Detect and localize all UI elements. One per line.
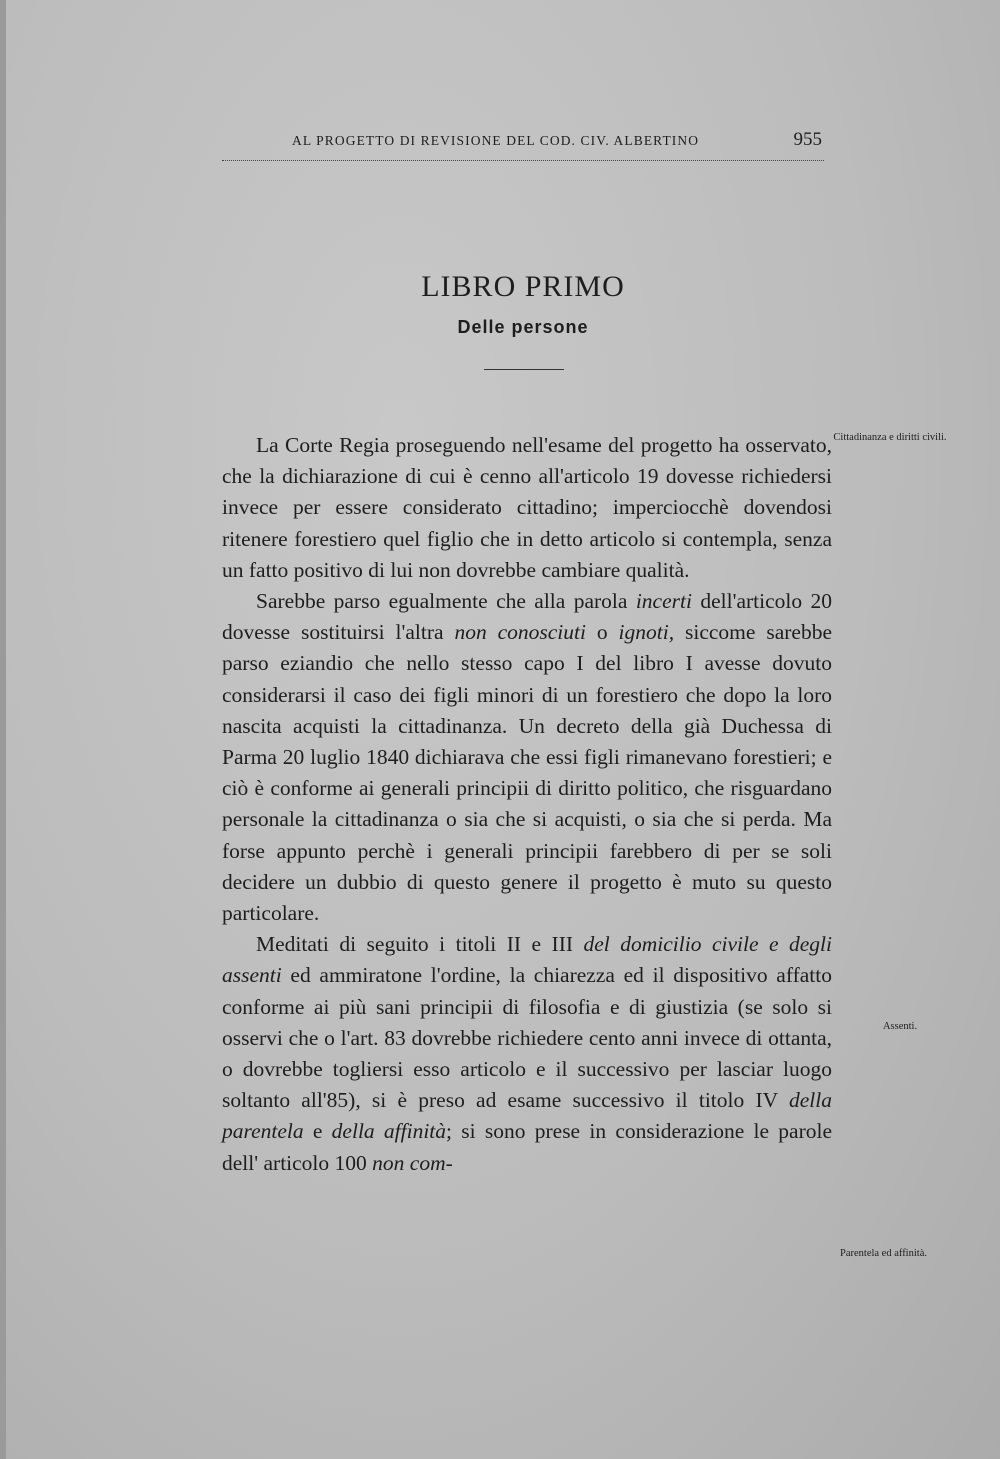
paragraph-3-text: ; si sono prese in considerazione le parole dell' articolo 100 [222,1119,833,1175]
margin-note-cittadinanza: Cittadinanza e diritti civili. [833,432,947,443]
paragraph-2-text: siccome sarebbe parso eziandio che nello stesso capo I del libro I avesse dovuto considerarsi il caso dei figli minori di un forestiero che dopo la loro nascita acquisti la cittadinanza. Un decreto della già Duchessa di Parma 20 luglio 1840 dichiarava che essi figli rimanevano forestieri; e ciò è conforme ai generali principii di diritto politico, che risguardano personale la cittadinanza o sia che si acquisti, o sia che si perda. Ma forse appunto perchè i generali principii farebbero di per se soli decidere un dubbio di questo genere il progetto è muto su questo particolare. [222,620,832,926]
book-subtitle: Delle persone [457,317,589,337]
italic-term: della affinità [331,1119,447,1144]
italic-term: ignoti, [618,620,675,645]
margin-note-parentela: Parentela ed affinità. [840,1248,927,1259]
italic-term: incerti [635,589,692,614]
section-rule [484,369,564,370]
paragraph-3 [222,929,832,1179]
paragraph-1: La Corte Regia proseguendo nell'esame del progetto ha osservato, che la dichiarazione di cui è cenno all'articolo 19 dovesse richiedersi invece per essere considerato cittadino; imperciocchè dovendosi ritenere forestiero quel figlio che in detto articolo si contempla, senza un fatto positivo di lui non dovrebbe cambiare qualità. [222,433,832,582]
page-edge [0,0,6,1459]
page-number: 955 [793,129,822,150]
italic-term: non conosciuti [454,620,586,645]
paragraph-2-text: Sarebbe parso egualmente che alla parola [256,589,636,614]
paragraph-3-text: ed ammiratone l'ordine, la chiarezza ed il dispositivo affatto conforme ai più sani principii di filosofia e di giustizia (se solo si osservi che o l'art. 83 dovrebbe richiedere cento anni invece di ottanta, o dovrebbe togliersi esso articolo e il successivo per lasciar luogo soltanto all'85), si è preso ad esame successivo il titolo IV [222,963,832,1113]
italic-term: del domicilio civile e degli assenti [222,932,833,988]
body-text [222,430,832,1179]
paragraph-3-text: e [303,1119,332,1144]
paragraph-2 [222,586,832,929]
italic-term: non com- [372,1150,453,1175]
running-head [222,128,824,161]
book-title: LIBRO PRIMO [421,270,625,303]
margin-note-assenti: Assenti. [882,1021,918,1032]
paragraph-3-text: Meditati di seguito i titoli II e III [256,932,584,957]
paragraph-2-text: dell'articolo 20 dovesse sostituirsi l'altra [222,589,832,645]
running-head-title: AL PROGETTO DI REVISIONE DEL COD. CIV. ALBERTINO [292,133,700,148]
paragraph-2-text: o [585,620,619,645]
italic-term: della parentela [222,1088,832,1144]
